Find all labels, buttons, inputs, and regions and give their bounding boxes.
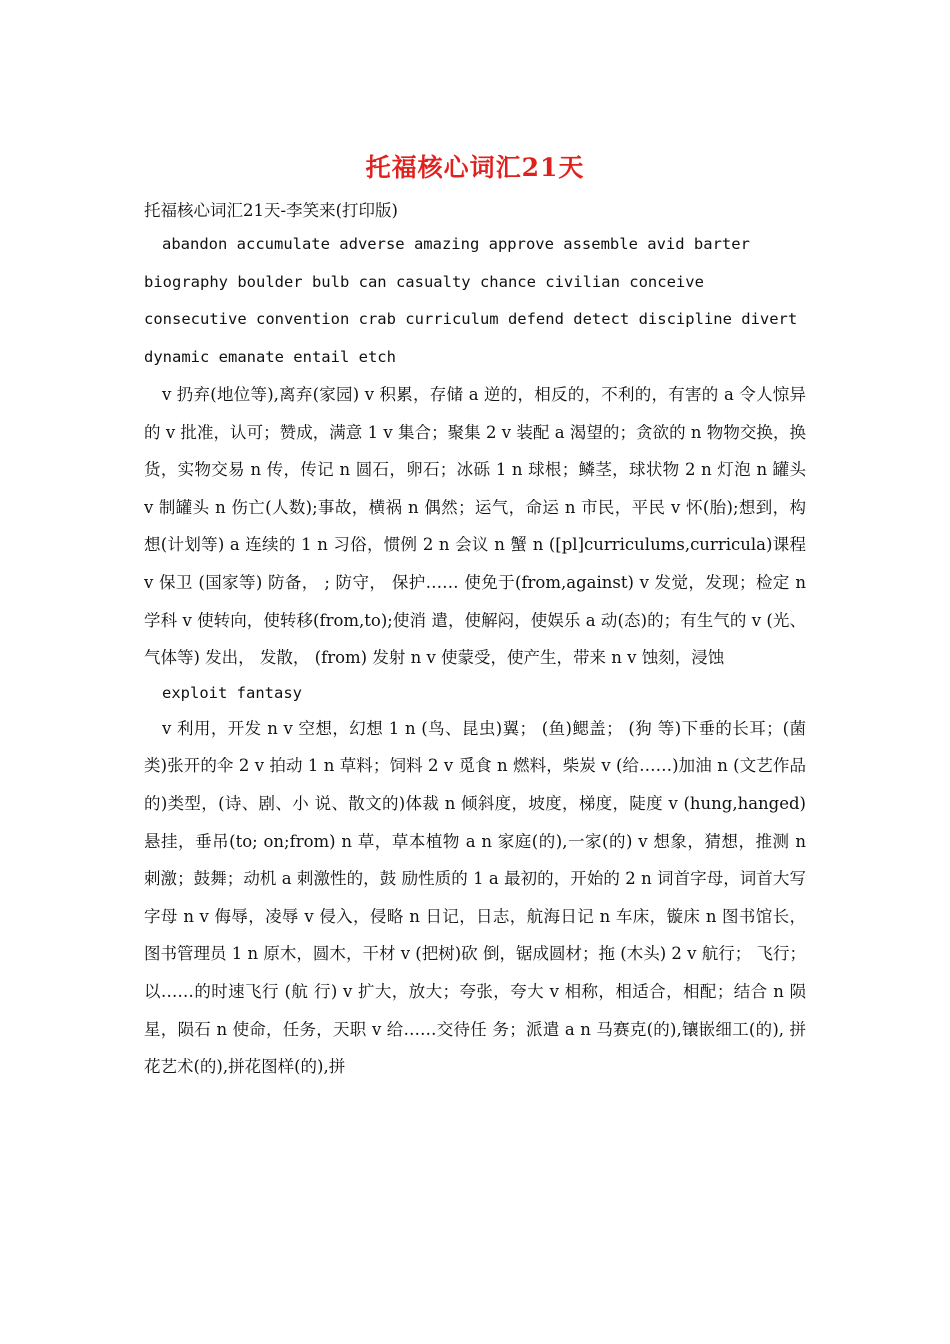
document-body [144, 196, 806, 1086]
word-list-paragraph: exploit fantasy [162, 683, 302, 702]
document-subtitle: 托福核心词汇21天-李笑来(打印版) [144, 201, 398, 220]
definition-paragraph: v 利用，开发 n v 空想，幻想 1 n (鸟、昆虫)翼； (鱼)鳃盖； (狗 等)下垂的长耳；(菌类)张开的伞 2 v 拍动 1 n 草料；饲料 2 v 觅食 n 燃料，柴炭 v (给……)加油 n (文艺作品的)类型，(诗、剧、小 说、散文的)体裁 n 倾斜度，坡度，梯度，陡度 v (hung,hanged)悬挂，垂吊(to; on;from) n 草，草本植物 a n 家庭(的),一家(的) v 想象，猜想，推测 n 刺激；鼓舞；动机 a 刺激性的，鼓 励性质的 1 a 最初的，开始的 2 n 词首字母，词首大写字母 n v 侮辱，凌辱 v 侵入，侵略 n 日记，日志，航海日记 n 车床，镟床 n 图书馆长，图书管理员 1 n 原木，圆木，干材 v (把树)砍 倒，锯成圆材；拖 (木头) 2 v 航行； 飞行； 以……的时速飞行 (航 行) v 扩大，放大；夸张，夸大 v 相称，相适合，相配；结合 n 陨星，陨石 n 使命，任务，天职 v 给……交待任 务；派遣 a n 马赛克(的),镶嵌细工(的), 拼花艺术(的),拼花图样(的),拼 [144, 718, 806, 1077]
document-title: 托福核心词汇21天 [365, 153, 585, 182]
word-list-paragraph: abandon accumulate adverse amazing approve assemble avid barter biography boulder bulb can casualty chance civilian conceive consecutive convention crab curriculum defend detect discipline divert dynamic emanate entail etch [144, 235, 798, 366]
definition-paragraph: v 扔弃(地位等),离弃(家园) v 积累，存储 a 逆的，相反的，不利的，有害的 a 令人惊异的 v 批准，认可；赞成，满意 1 v 集合；聚集 2 v 装配 a 渴望的；贪欲的 n 物物交换，换货，实物交易 n 传，传记 n 圆石，卵石；冰砾 1 n 球根；鳞茎，球状物 2 n 灯泡 n 罐头 v 制罐头 n 伤亡(人数);事故，横祸 n 偶然；运气，命运 n 市民，平民 v 怀(胎);想到，构想(计划等) a 连续的 1 n 习俗，惯例 2 n 会议 n 蟹 n ([pl]curriculums,curricula)课程 v 保卫 (国家等) 防备， ; 防守， 保护…… 使免于(from,against) v 发觉，发现；检定 n 学科 v 使转向，使转移(from,to);使消 遣，使解闷，使娱乐 a 动(态)的；有生气的 v (光、 气体等) 发出， 发散， (from) 发射 n v 使蒙受，使产生，带来 n v 蚀刻，浸蚀 [144, 385, 806, 668]
